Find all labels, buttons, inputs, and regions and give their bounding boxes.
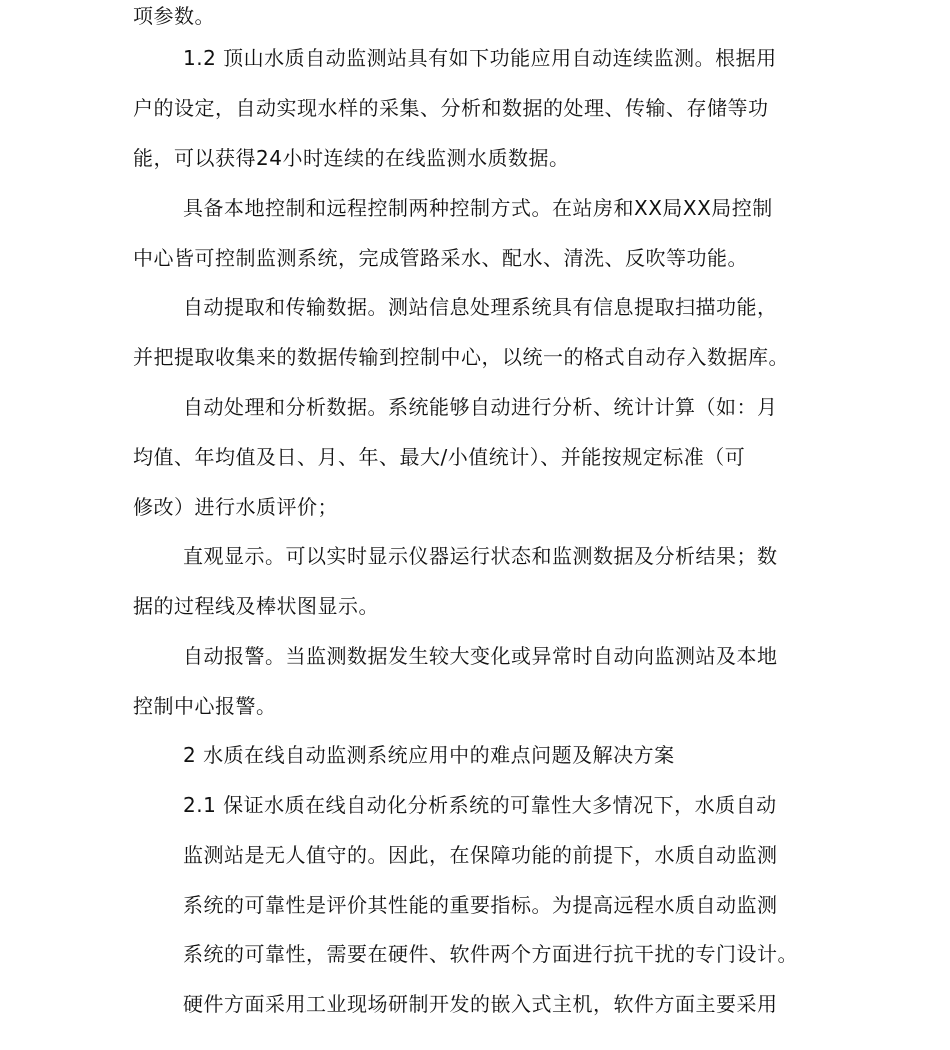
section-heading: 2 水质在线自动监测系统应用中的难点问题及解决方案 [183, 743, 675, 767]
text-line: 户的设定，自动实现水样的采集、分析和数据的处理、传输、存储等功 [133, 96, 769, 120]
text-line: 系统的可靠性是评价其性能的重要指标。为提高远程水质自动监测 [183, 893, 778, 917]
text-line: 并把提取收集来的数据传输到控制中心，以统一的格式自动存入数据库。 [133, 345, 789, 369]
text-line: 控制中心报警。 [133, 694, 277, 718]
text-line: 中心皆可控制监测系统，完成管路采水、配水、清洗、反吹等功能。 [133, 246, 748, 270]
text-line: 具备本地控制和远程控制两种控制方式。在站房和XX局XX局控制 [183, 196, 773, 220]
text-line: 直观显示。可以实时显示仪器运行状态和监测数据及分析结果；数 [183, 544, 778, 568]
text-line: 硬件方面采用工业现场研制开发的嵌入式主机，软件方面主要采用 [183, 992, 778, 1016]
text-line: 自动报警。当监测数据发生较大变化或异常时自动向监测站及本地 [183, 644, 778, 668]
text-line: 均值、年均值及日、月、年、最大/小值统计）、并能按规定标准（可 [133, 445, 746, 469]
text-line: 修改）进行水质评价； [133, 495, 338, 519]
text-line: 1.2 顶山水质自动监测站具有如下功能应用自动连续监测。根据用 [183, 46, 777, 70]
text-line: 2.1 保证水质在线自动化分析系统的可靠性大多情况下，水质自动 [183, 793, 777, 817]
text-line: 监测站是无人值守的。因此，在保障功能的前提下，水质自动监测 [183, 843, 778, 867]
text-line: 自动处理和分析数据。系统能够自动进行分析、统计计算（如：月 [183, 395, 778, 419]
text-line: 系统的可靠性，需要在硬件、软件两个方面进行抗干扰的专门设计。 [183, 942, 798, 966]
text-line: 能，可以获得24小时连续的在线监测水质数据。 [133, 146, 570, 170]
text-line: 自动提取和传输数据。测站信息处理系统具有信息提取扫描功能， [183, 295, 778, 319]
text-line: 项参数。 [133, 4, 215, 28]
text-line: 据的过程线及棒状图显示。 [133, 594, 379, 618]
